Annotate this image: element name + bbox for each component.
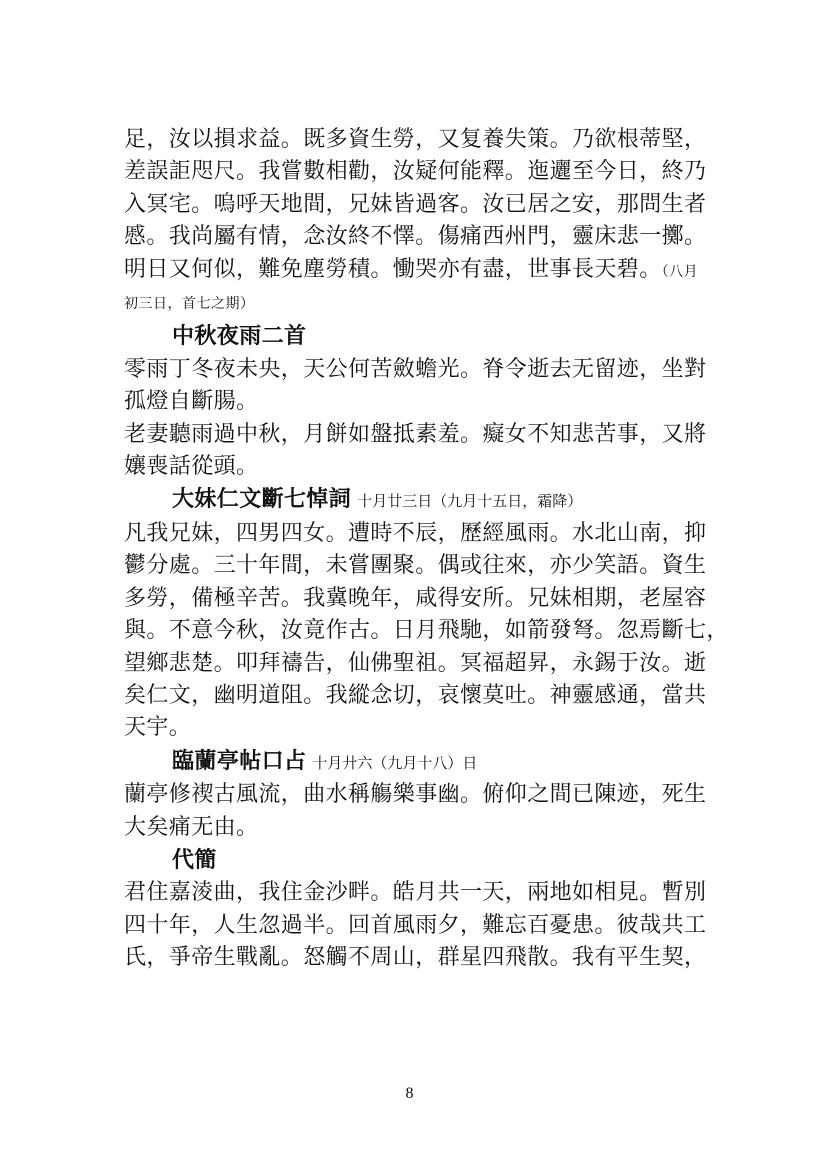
text-line: 多勞，備極辛苦。我冀晚年，咸得安所。兄妹相期，老屋容	[124, 585, 707, 611]
text-line: 天宇。	[124, 715, 192, 741]
poem-title: 大妹仁文斷七悼詞	[172, 486, 352, 513]
text-line: 孃喪話從頭。	[124, 454, 259, 480]
poem-heading	[124, 320, 724, 353]
poem-heading	[124, 844, 724, 877]
text-line: 零雨丁冬夜未央，天公何苦斂蟾光。脊令逝去无留迹，坐對	[124, 356, 707, 382]
text-line	[124, 254, 724, 288]
text-line: 大矣痛无由。	[124, 814, 259, 840]
text-line: 君住嘉淩曲，我住金沙畔。皓月共一天，兩地如相見。暫別	[124, 880, 707, 906]
poem-title: 中秋夜雨二首	[172, 323, 307, 350]
text-line: 足，汝以損求益。既多資生勞，又复養失策。乃欲根蒂堅，	[124, 127, 707, 152]
poem-heading	[124, 745, 724, 779]
text-line: 差誤詎咫尺。我嘗數相勸，汝疑何能釋。迤邐至今日，終乃	[124, 159, 707, 185]
poem-heading	[124, 483, 724, 517]
text-line-body: 明日又何似，難免塵勞積。慟哭亦有盡，世事長天碧。	[124, 256, 662, 282]
poem-title: 臨蘭亭帖口占	[172, 747, 307, 774]
poem-date: 十月廾六（九月十八）日	[312, 753, 478, 772]
text-line: 入冥宅。嗚呼天地間，兄妹皆過客。汝已居之安，那問生者	[124, 191, 707, 217]
poem-date: 十月廿三日（九月十五日，霜降）	[357, 492, 583, 511]
text-line: 氏，爭帝生戰亂。怒觸不周山，群星四飛散。我有平生契，	[124, 945, 707, 971]
text-line: 老妻聽雨過中秋，月餅如盤抵素羞。癡女不知悲苦事，又將	[124, 421, 707, 447]
text-line: 與。不意今秋，汝竟作古。日月飛馳，如箭發弩。忽焉斷七，	[124, 618, 729, 644]
text-line: 鬱分處。三十年間，未嘗團聚。偶或往來，亦少笑語。資生	[124, 553, 707, 579]
poem-title: 代簡	[172, 846, 217, 873]
text-line: 凡我兄妹，四男四女。遭時不辰，歷經風雨。水北山南，抑	[124, 520, 707, 546]
text-line: 望鄉悲楚。叩拜禱告，仙佛聖祖。冥福超昇，永錫于汝。逝	[124, 650, 707, 676]
text-line: 蘭亭修禊古風流，曲水稱觴樂事幽。俯仰之間已陳迹，死生	[124, 782, 707, 808]
page-content	[124, 124, 729, 975]
date-note: （八月	[661, 263, 699, 280]
text-line: 慼。我尚屬有情，念汝終不懌。傷痛西州門，靈床悲一擲。	[124, 224, 707, 250]
page-number: 8	[405, 1085, 414, 1102]
text-line: 矣仁文，幽明道阻。我縱念切，哀懷莫吐。神靈感通，當共	[124, 682, 707, 708]
text-line: 四十年，人生忽過半。回首風雨夕，難忘百憂患。彼哉共工	[124, 912, 707, 938]
text-line: 孤燈自斷腸。	[124, 389, 259, 415]
date-note-continued: 初三日，首七之期）	[124, 296, 255, 313]
